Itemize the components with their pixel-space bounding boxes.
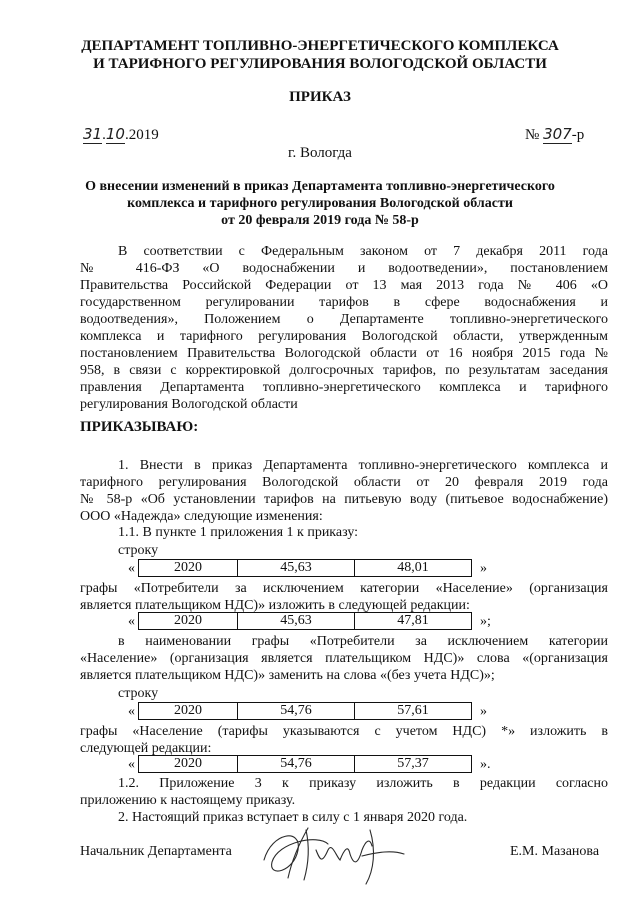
tariff-row-2 (138, 612, 472, 630)
date-month: 10 (105, 125, 125, 143)
cell-value-1: 54,76 (238, 703, 355, 720)
text-b-line: «Население» (организация является плательщиком НДС)» слова «(организация (80, 651, 608, 666)
cell-year: 2020 (139, 703, 238, 720)
preamble-paragraph (80, 243, 608, 413)
subject-line-3: от 20 февраля 2019 года № 58-р (221, 213, 419, 228)
order-number (525, 125, 584, 144)
text-b-line: является плательщиком НДС)» заменить на слова «(без учета НДС)»; (80, 668, 495, 683)
text-a-line: графы «Потребители за исключением категории «Население» (организация (80, 581, 608, 596)
cell-year: 2020 (139, 756, 238, 773)
subject-line-1: О внесении изменений в приказ Департамента топливно-энергетического (85, 179, 555, 194)
number-suffix: -р (571, 127, 585, 143)
preamble-line: постановлением Правительства Вологодской области от 16 ноября 2015 года № (80, 346, 608, 361)
number-prefix: № (525, 127, 540, 143)
item-1-line: № 58-р «Об установлении тарифов на питьевую воду (питьевое водоснабжение) (80, 492, 608, 507)
text-b-line: в наименовании графы «Потребители за исключением категории (118, 634, 608, 649)
cell-value-2: 47,81 (355, 613, 472, 630)
cell-value-1: 45,63 (238, 613, 355, 630)
city: г. Вологда (288, 145, 352, 161)
text-c-line: следующей редакции: (80, 741, 212, 756)
signatory-position: Начальник Департамента (80, 844, 232, 859)
prikazyvayu-heading: ПРИКАЗЫВАЮ: (80, 419, 199, 435)
quote-close: » (480, 704, 487, 719)
department-line-2: И ТАРИФНОГО РЕГУЛИРОВАНИЯ ВОЛОГОДСКОЙ ОБЛАСТИ (93, 56, 547, 72)
cell-value-1: 54,76 (238, 756, 355, 773)
item-1-line: ООО «Надежда» следующие изменения: (80, 509, 323, 524)
item-1-2-line: приложению к настоящему приказу. (80, 793, 296, 808)
signatory-name: Е.М. Мазанова (510, 844, 600, 859)
item-1-paragraph (80, 457, 608, 525)
preamble-line: В соответствии с Федеральным законом от 7 декабря 2011 года (118, 244, 608, 259)
cell-value-1: 45,63 (238, 560, 355, 577)
cell-value-2: 57,61 (355, 703, 472, 720)
cell-value-2: 48,01 (355, 560, 472, 577)
department-line-1: ДЕПАРТАМЕНТ ТОПЛИВНО-ЭНЕРГЕТИЧЕСКОГО КОМПЛЕКСА (81, 38, 559, 54)
department-name (60, 37, 580, 73)
item-1-line: тарифного регулирования Вологодской области от 20 февраля 2019 года (80, 475, 608, 490)
cell-year: 2020 (139, 613, 238, 630)
text-a-paragraph (80, 580, 608, 614)
quote-open: « (128, 704, 135, 719)
order-subject (80, 178, 560, 229)
order-date: 31.10.2019 (83, 125, 159, 143)
preamble-line: комплекса и тарифного регулирования Вологодской области, утвержденным (80, 329, 608, 344)
tariff-row-4 (138, 755, 472, 773)
stroku-label-2: строку (118, 686, 159, 701)
stroku-label-1: строку (118, 543, 159, 558)
text-c-paragraph (80, 723, 608, 757)
date-year: .2019 (124, 127, 159, 143)
preamble-line: государственном регулировании тарифов в сфере водоснабжения и (80, 295, 608, 310)
preamble-line: водоотведения», Положением о Департаменте топливно-энергетического (80, 312, 608, 327)
date-day: 31 (83, 125, 103, 143)
number-value: 307 (543, 125, 572, 143)
text-c-line: графы «Население (тарифы указываются с учетом НДС) *» изложить в (80, 724, 608, 739)
order-title: ПРИКАЗ (289, 89, 351, 105)
text-b-paragraph (80, 633, 608, 684)
quote-close: ». (480, 757, 491, 772)
quote-close: »; (480, 614, 491, 629)
preamble-line: регулирования Вологодской области (80, 397, 298, 412)
preamble-line: правления Департамента топливно-энергетического комплекса и тарифного (80, 380, 608, 395)
item-1-2-line: 1.2. Приложение 3 к приказу изложить в редакции согласно (118, 776, 608, 791)
handwritten-signature (258, 820, 408, 890)
item-1-2-paragraph (80, 775, 608, 809)
item-2: 2. Настоящий приказ вступает в силу с 1 января 2020 года. (118, 810, 468, 825)
tariff-row-1 (138, 559, 472, 577)
quote-open: « (128, 614, 135, 629)
subject-line-2: комплекса и тарифного регулирования Вологодской области (127, 196, 513, 211)
preamble-line: Правительства Российской Федерации от 13 мая 2013 года № 406 «О (80, 278, 608, 293)
item-1-line: 1. Внести в приказ Департамента топливно-энергетического комплекса и (118, 458, 608, 473)
quote-open: « (128, 757, 135, 772)
cell-value-2: 57,37 (355, 756, 472, 773)
preamble-line: № 416-ФЗ «О водоснабжении и водоотведении», постановлением (80, 261, 608, 276)
item-1-1: 1.1. В пункте 1 приложения 1 к приказу: (118, 525, 359, 540)
quote-close: » (480, 561, 487, 576)
text-a-line: является плательщиком НДС)» изложить в следующей редакции: (80, 598, 470, 613)
tariff-row-3 (138, 702, 472, 720)
cell-year: 2020 (139, 560, 238, 577)
quote-open: « (128, 561, 135, 576)
preamble-line: 958, в связи с корректировкой долгосрочных тарифов, по результатам заседания (80, 363, 608, 378)
